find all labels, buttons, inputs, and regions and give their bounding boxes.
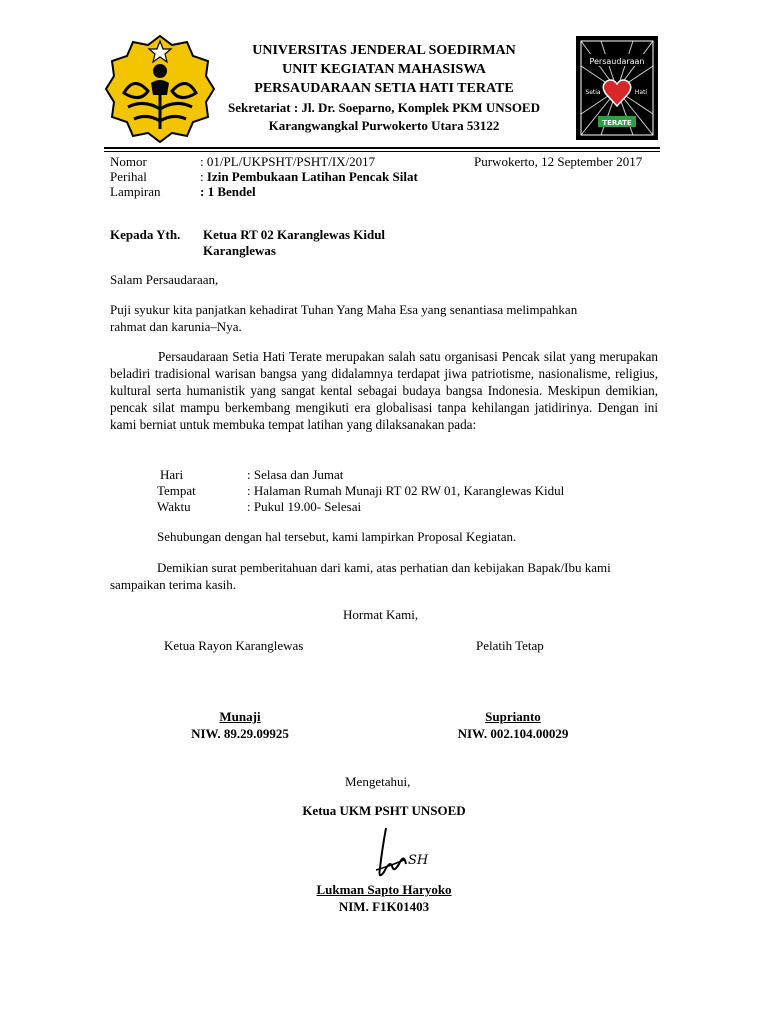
schedule-hari-value: : Selasa dan Jumat [247,467,344,482]
header-address: Sekretariat : Jl. Dr. Soeparno, Komplek PKM UNSOED [228,100,540,115]
para4-line1: Demikian surat pemberitahuan dari kami, atas perhatian dan kebijakan Bapak/Ibu kami [157,560,611,575]
header-rule-thick [104,147,660,149]
schedule-tempat-value: : Halaman Rumah Munaji RT 02 RW 01, Karanglewas Kidul [247,483,565,498]
perihal-label: Perihal [110,169,147,184]
schedule-tempat-label: Tempat [157,483,196,498]
right-signer-name: Suprianto [485,709,541,724]
recipient-line1: Ketua RT 02 Karanglewas Kidul [203,227,386,242]
logo-mid-left-text: Setia [585,89,601,96]
mengetahui-label: Mengetahui, [345,774,411,789]
logo-bottom-text: TERATE [602,119,632,127]
schedule-waktu-label: Waktu [157,499,191,514]
para2: Persaudaraan Setia Hati Terate merupakan salah satu organisasi Pencak silat yang merupakan beladiri tradisional warisan bangsa yang didalamnya terdapat jiwa patriotisme, nasionalisme, religius, kultural serta humanistik yang sangat kental sebagai budaya bangsa Indonesia. Meskipun demikian, pencak silat mampu berkembang mengikuti era globalisasi tanpa kehilangan jatidirinya. Dengan ini kami berniat untuk membuka tempat latihan yang dilaksanakan pada: [110,349,658,432]
handwritten-signature [366,820,438,890]
schedule-hari-label: Hari [160,467,184,482]
nomor-label: Nomor [110,154,147,169]
left-signer-name: Munaji [219,709,261,724]
header-university: UNIVERSITAS JENDERAL SOEDIRMAN [252,43,516,58]
right-signer-id: NIW. 002.104.00029 [457,726,569,741]
header-city: Karangwangkal Purwokerto Utara 53122 [268,118,500,133]
para3: Sehubungan dengan hal tersebut, kami lampirkan Proposal Kegiatan. [157,529,517,544]
letter-date: Purwokerto, 12 September 2017 [474,154,643,169]
para4-line2: sampaikan terima kasih. [110,577,236,592]
psht-logo-icon [576,36,658,140]
schedule-waktu-value: : Pukul 19.00- Selesai [247,499,362,514]
signature-text: SH [408,853,429,868]
closing-hormat: Hormat Kami, [343,607,419,622]
perihal-colon: : [200,169,207,184]
perihal-value: Izin Pembukaan Latihan Pencak Silat [206,169,418,184]
left-signer-title: Ketua Rayon Karanglewas [164,638,304,653]
nomor-value: : 01/PL/UKPSHT/PSHT/IX/2017 [200,154,376,169]
para1-line1: Puji syukur kita panjatkan kehadirat Tuhan Yang Maha Esa yang senantiasa melimpahkan [110,302,578,317]
logo-mid-right-text: Hati [634,89,648,96]
lampiran-label: Lampiran [110,184,161,199]
right-signer-title: Pelatih Tetap [476,638,544,653]
ketua-id: NIM. F1K01403 [338,899,430,914]
header-rule-thin [104,151,660,152]
left-signer-id: NIW. 89.29.09925 [191,726,289,741]
header-unit: UNIT KEGIATAN MAHASISWA [282,62,486,77]
recipient-label: Kepada Yth. [110,227,181,242]
logo-top-text: Persaudaraan [589,57,645,66]
lampiran-value: : 1 Bendel [200,184,256,199]
header-organization: PERSAUDARAAN SETIA HATI TERATE [254,81,514,96]
ketua-title: Ketua UKM PSHT UNSOED [302,803,466,818]
recipient-line2: Karanglewas [203,243,276,258]
greeting: Salam Persaudaraan, [110,272,219,287]
para1-line2: rahmat dan karunia–Nya. [110,319,242,334]
ketua-name: Lukman Sapto Haryoko [316,882,452,897]
